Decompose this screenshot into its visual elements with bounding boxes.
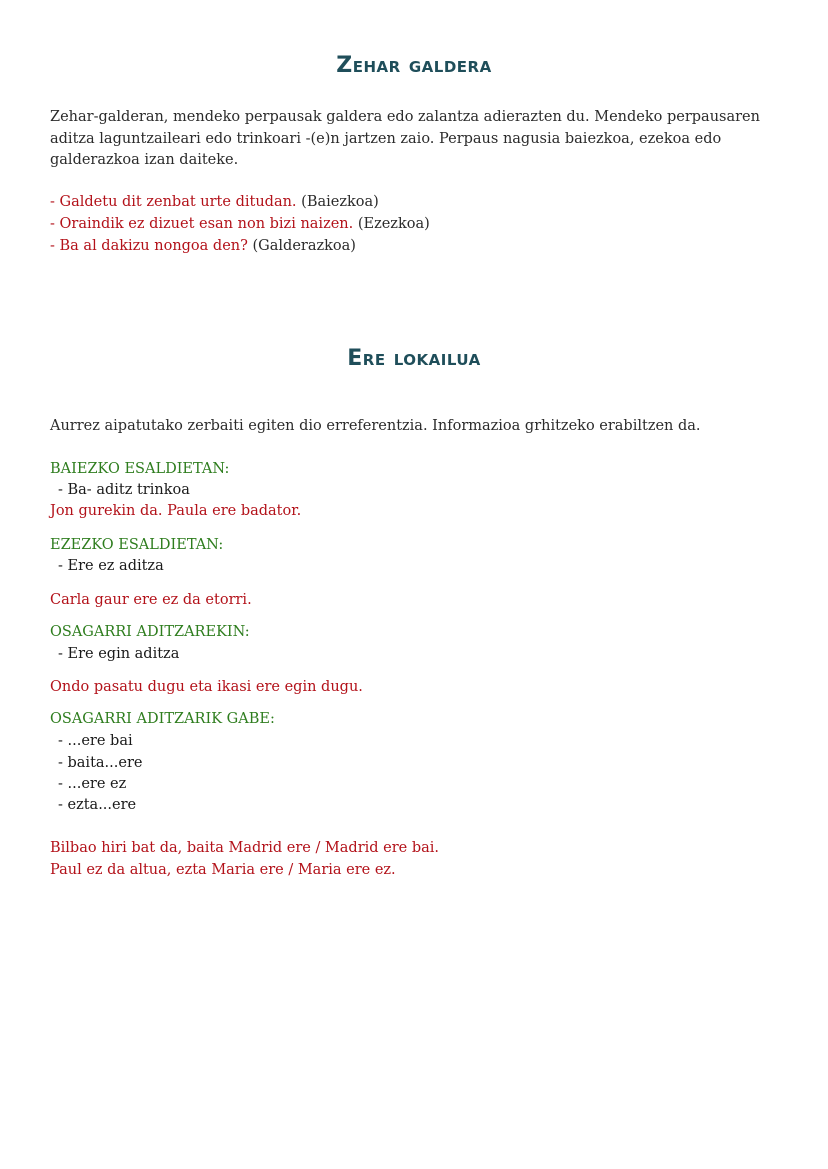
- example-line-2: [50, 214, 430, 235]
- section-title-ere-lokailua: Ere lokailua: [347, 346, 481, 371]
- group-example: Bilbao hiri bat da, baita Madrid ere / Madrid ere bai.: [50, 840, 440, 856]
- example-sentence: - Galdetu dit zenbat urte ditudan.: [50, 194, 297, 210]
- example-line-1: [50, 192, 379, 213]
- rule-item: - ...ere bai: [58, 733, 133, 749]
- group-example: Jon gurekin da. Paula ere badator.: [50, 503, 302, 519]
- group-example: Paul ez da altua, ezta Maria ere / Maria ere ez.: [50, 862, 396, 878]
- example-sentence: - Ba al dakizu nongoa den?: [50, 238, 248, 254]
- group-example: Ondo pasatu dugu eta ikasi ere egin dugu.: [50, 679, 363, 695]
- group-label-baiezko: BAIEZKO ESALDIETAN:: [50, 461, 230, 477]
- group-label-osagarri-aditzarekin: OSAGARRI ADITZAREKIN:: [50, 624, 250, 640]
- example-line-3: [50, 236, 356, 257]
- rule-item: - Ba- aditz trinkoa: [58, 482, 190, 498]
- example-type: (Galderazkoa): [252, 238, 356, 254]
- ere-lokailua-intro: Aurrez aipatutako zerbaiti egiten dio erreferentzia. Informazioa grhitzeko erabiltzen da.: [50, 418, 701, 434]
- group-label-ezezko: EZEZKO ESALDIETAN:: [50, 537, 224, 553]
- rule-item: - ezta...ere: [58, 797, 137, 813]
- group-example: Carla gaur ere ez da etorri.: [50, 592, 252, 608]
- section-title-zehar-galdera: Zehar galdera: [336, 53, 492, 78]
- zehar-galdera-intro: Zehar-galderan, mendeko perpausak galdera edo zalantza adierazten du. Mendeko perpausaren aditza laguntzaileari edo trinkoari -(e)n jartzen zaio. Perpaus nagusia baiezkoa, ezekoa edo galderazkoa izan daiteke.: [50, 109, 760, 168]
- group-label-osagarri-aditzarik-gabe: OSAGARRI ADITZARIK GABE:: [50, 711, 275, 727]
- rule-item: - baita...ere: [58, 755, 143, 771]
- rule-item: - ...ere ez: [58, 776, 127, 792]
- rule-item: - Ere ez aditza: [58, 558, 164, 574]
- example-sentence: - Oraindik ez dizuet esan non bizi naizen.: [50, 216, 354, 232]
- example-type: (Baiezkoa): [301, 194, 379, 210]
- rule-item: - Ere egin aditza: [58, 646, 180, 662]
- example-type: (Ezezkoa): [357, 216, 430, 232]
